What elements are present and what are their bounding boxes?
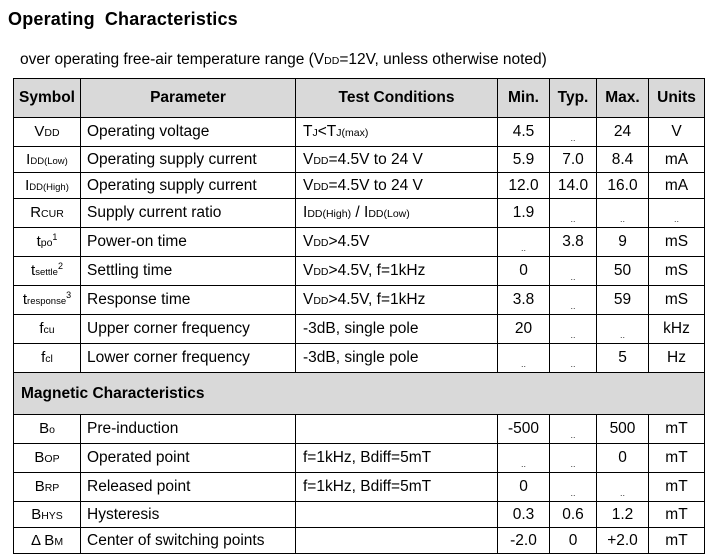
condition-part: V <box>303 233 314 250</box>
min-cell: 0.3 <box>498 502 550 528</box>
unit-cell: mS <box>649 257 705 286</box>
max-cell: 0 <box>597 444 649 473</box>
condition-part: <T <box>317 123 337 140</box>
symbol-cell <box>14 173 81 199</box>
test-conditions-cell <box>296 528 498 554</box>
parameter-cell: Pre-induction <box>81 415 296 444</box>
symbol-sub: OP <box>44 453 60 465</box>
parameter-cell: Supply current ratio <box>81 199 296 228</box>
condition-part: DD(High) <box>307 208 352 220</box>
parameter-cell: Settling time <box>81 257 296 286</box>
symbol-main: B <box>39 420 50 437</box>
symbol-cell <box>14 199 81 228</box>
symbol-cell <box>14 147 81 173</box>
max-cell: .. <box>597 199 649 228</box>
condition-part: / I <box>351 204 369 221</box>
symbol-main: B <box>31 505 42 523</box>
table-row <box>14 257 705 286</box>
test-conditions-cell <box>296 199 498 228</box>
title-part-2: Characteristics <box>104 9 238 29</box>
max-cell: .. <box>597 473 649 502</box>
max-cell: +2.0 <box>597 528 649 554</box>
unit-cell: mT <box>649 444 705 473</box>
unit-cell: mT <box>649 528 705 554</box>
table-row <box>14 286 705 315</box>
symbol-sub: cu <box>43 324 55 336</box>
table-header-row <box>14 79 705 118</box>
condition-part: -3dB, single pole <box>303 349 419 366</box>
symbol-cell <box>14 528 81 554</box>
conditions-note-post: =12V, unless otherwise noted) <box>339 51 547 68</box>
test-conditions-cell <box>296 257 498 286</box>
header-typ: Typ. <box>550 79 597 118</box>
max-cell: 1.2 <box>597 502 649 528</box>
symbol-cell <box>14 286 81 315</box>
parameter-cell: Operated point <box>81 444 296 473</box>
symbol-sub: response <box>27 296 67 307</box>
condition-part: V <box>303 150 314 168</box>
unit-cell: kHz <box>649 315 705 344</box>
symbol-sub: M <box>54 535 64 548</box>
parameter-cell: Lower corner frequency <box>81 344 296 373</box>
condition-part: DD <box>313 180 329 193</box>
symbol-main: B <box>34 478 45 495</box>
table-row <box>14 315 705 344</box>
min-cell: -500 <box>498 415 550 444</box>
condition-part: f=1kHz, Bdiff=5mT <box>303 478 432 495</box>
typ-cell: 7.0 <box>550 147 597 173</box>
test-conditions-cell <box>296 502 498 528</box>
symbol-sub: DD(Low) <box>30 155 68 167</box>
condition-part: DD <box>313 154 329 167</box>
condition-part: V <box>303 291 314 308</box>
min-cell: 4.5 <box>498 118 550 147</box>
condition-part: J <box>312 127 318 139</box>
condition-part: f=1kHz, Bdiff=5mT <box>303 449 432 466</box>
test-conditions-cell <box>296 228 498 257</box>
conditions-note-pre: over operating free-air temperature range (V <box>20 51 325 68</box>
condition-part: =4.5V to 24 V <box>328 150 423 168</box>
typ-cell: 0 <box>550 528 597 554</box>
section-row-magnetic <box>14 373 705 415</box>
condition-part: DD <box>313 295 329 307</box>
min-cell: .. <box>498 344 550 373</box>
section-title <box>8 9 238 30</box>
unit-cell: mA <box>649 147 705 173</box>
symbol-sub: po <box>40 237 53 249</box>
unit-cell: V <box>649 118 705 147</box>
max-cell: 50 <box>597 257 649 286</box>
symbol-main: f <box>41 349 46 366</box>
symbol-main: R <box>30 204 42 221</box>
symbol-main: Δ B <box>30 531 55 549</box>
symbol-main: B <box>34 449 45 466</box>
unit-cell: Hz <box>649 344 705 373</box>
test-conditions-cell <box>296 315 498 344</box>
table-row <box>14 415 705 444</box>
typ-cell: .. <box>550 315 597 344</box>
test-conditions-cell <box>296 344 498 373</box>
condition-part: >4.5V, f=1kHz <box>328 291 426 308</box>
max-cell: 24 <box>597 118 649 147</box>
title-part-1: Operating <box>8 9 95 29</box>
header-max: Max. <box>597 79 649 118</box>
symbol-cell <box>14 473 81 502</box>
test-conditions-cell <box>296 415 498 444</box>
table-row <box>14 228 705 257</box>
typ-cell: 3.8 <box>550 228 597 257</box>
min-cell: 1.9 <box>498 199 550 228</box>
typ-cell: .. <box>550 257 597 286</box>
symbol-main: I <box>26 150 31 168</box>
max-cell: 8.4 <box>597 147 649 173</box>
min-cell: 5.9 <box>498 147 550 173</box>
test-conditions-cell <box>296 473 498 502</box>
unit-cell: mT <box>649 502 705 528</box>
max-cell: 9 <box>597 228 649 257</box>
unit-cell: mT <box>649 415 705 444</box>
min-cell: .. <box>498 228 550 257</box>
min-cell: .. <box>498 444 550 473</box>
table-row <box>14 473 705 502</box>
typ-cell: .. <box>550 444 597 473</box>
symbol-footnote: 2 <box>57 260 63 271</box>
test-conditions-cell <box>296 286 498 315</box>
max-cell: 500 <box>597 415 649 444</box>
symbol-sub: HYS <box>41 509 63 522</box>
min-cell: 20 <box>498 315 550 344</box>
unit-cell: .. <box>649 199 705 228</box>
symbol-cell <box>14 315 81 344</box>
table-row <box>14 502 705 528</box>
max-cell: 5 <box>597 344 649 373</box>
symbol-main: f <box>39 320 44 337</box>
unit-cell: mA <box>649 173 705 199</box>
test-conditions-cell <box>296 147 498 173</box>
unit-cell: mS <box>649 286 705 315</box>
parameter-cell: Power-on time <box>81 228 296 257</box>
test-conditions-cell <box>296 118 498 147</box>
condition-part: J(max) <box>336 127 369 139</box>
symbol-main: t <box>31 262 36 279</box>
condition-part: I <box>303 204 308 221</box>
typ-cell: .. <box>550 199 597 228</box>
condition-part: DD <box>313 266 329 278</box>
condition-part: =4.5V to 24 V <box>328 176 423 194</box>
table-row <box>14 173 705 199</box>
header-symbol: Symbol <box>14 79 81 118</box>
symbol-cell <box>14 118 81 147</box>
condition-part: >4.5V, f=1kHz <box>328 262 426 279</box>
table-row <box>14 118 705 147</box>
min-cell: -2.0 <box>498 528 550 554</box>
condition-part: T <box>303 123 313 140</box>
header-parameter: Parameter <box>81 79 296 118</box>
table-row <box>14 528 705 554</box>
typ-cell: .. <box>550 415 597 444</box>
typ-cell: .. <box>550 473 597 502</box>
parameter-cell: Response time <box>81 286 296 315</box>
symbol-cell <box>14 502 81 528</box>
table-row <box>14 147 705 173</box>
parameter-cell: Operating supply current <box>81 173 296 199</box>
symbol-main: V <box>34 123 45 140</box>
min-cell: 0 <box>498 473 550 502</box>
symbol-cell <box>14 444 81 473</box>
condition-part: DD(Low) <box>368 208 410 220</box>
symbol-main: I <box>25 176 30 194</box>
condition-part: V <box>303 262 314 279</box>
min-cell: 12.0 <box>498 173 550 199</box>
symbol-sub: DD <box>44 127 60 139</box>
symbol-sub: DD(High) <box>29 181 69 193</box>
condition-part: >4.5V <box>328 233 370 250</box>
max-cell: 59 <box>597 286 649 315</box>
parameter-cell: Center of switching points <box>81 528 296 554</box>
symbol-sub: RP <box>44 482 60 494</box>
condition-part: DD <box>313 237 329 249</box>
typ-cell: .. <box>550 344 597 373</box>
max-cell: 16.0 <box>597 173 649 199</box>
symbol-sub: settle <box>35 267 58 278</box>
symbol-footnote: 1 <box>52 231 58 242</box>
header-units: Units <box>649 79 705 118</box>
unit-cell: mS <box>649 228 705 257</box>
conditions-note-sub: DD <box>324 55 340 67</box>
conditions-note <box>20 51 547 69</box>
unit-cell: mT <box>649 473 705 502</box>
symbol-cell <box>14 257 81 286</box>
table-row <box>14 444 705 473</box>
table-row <box>14 344 705 373</box>
symbol-cell <box>14 415 81 444</box>
typ-cell: 0.6 <box>550 502 597 528</box>
symbol-sub: CUR <box>41 208 64 220</box>
min-cell: 0 <box>498 257 550 286</box>
table-row <box>14 199 705 228</box>
condition-part: -3dB, single pole <box>303 320 419 337</box>
symbol-main: t <box>22 291 28 308</box>
typ-cell: .. <box>550 286 597 315</box>
min-cell: 3.8 <box>498 286 550 315</box>
max-cell: .. <box>597 315 649 344</box>
parameter-cell: Upper corner frequency <box>81 315 296 344</box>
symbol-sub: cl <box>45 353 53 365</box>
symbol-sub: o <box>49 424 55 436</box>
symbol-main: t <box>36 233 41 250</box>
parameter-cell: Hysteresis <box>81 502 296 528</box>
symbol-footnote: 3 <box>66 289 72 300</box>
test-conditions-cell <box>296 444 498 473</box>
condition-part: V <box>303 176 314 194</box>
parameter-cell: Operating supply current <box>81 147 296 173</box>
header-min: Min. <box>498 79 550 118</box>
parameter-cell: Released point <box>81 473 296 502</box>
characteristics-table <box>13 78 705 554</box>
section-label-magnetic: Magnetic Characteristics <box>14 373 705 415</box>
typ-cell: 14.0 <box>550 173 597 199</box>
symbol-cell <box>14 228 81 257</box>
parameter-cell: Operating voltage <box>81 118 296 147</box>
header-test-conditions: Test Conditions <box>296 79 498 118</box>
test-conditions-cell <box>296 173 498 199</box>
symbol-cell <box>14 344 81 373</box>
typ-cell: .. <box>550 118 597 147</box>
